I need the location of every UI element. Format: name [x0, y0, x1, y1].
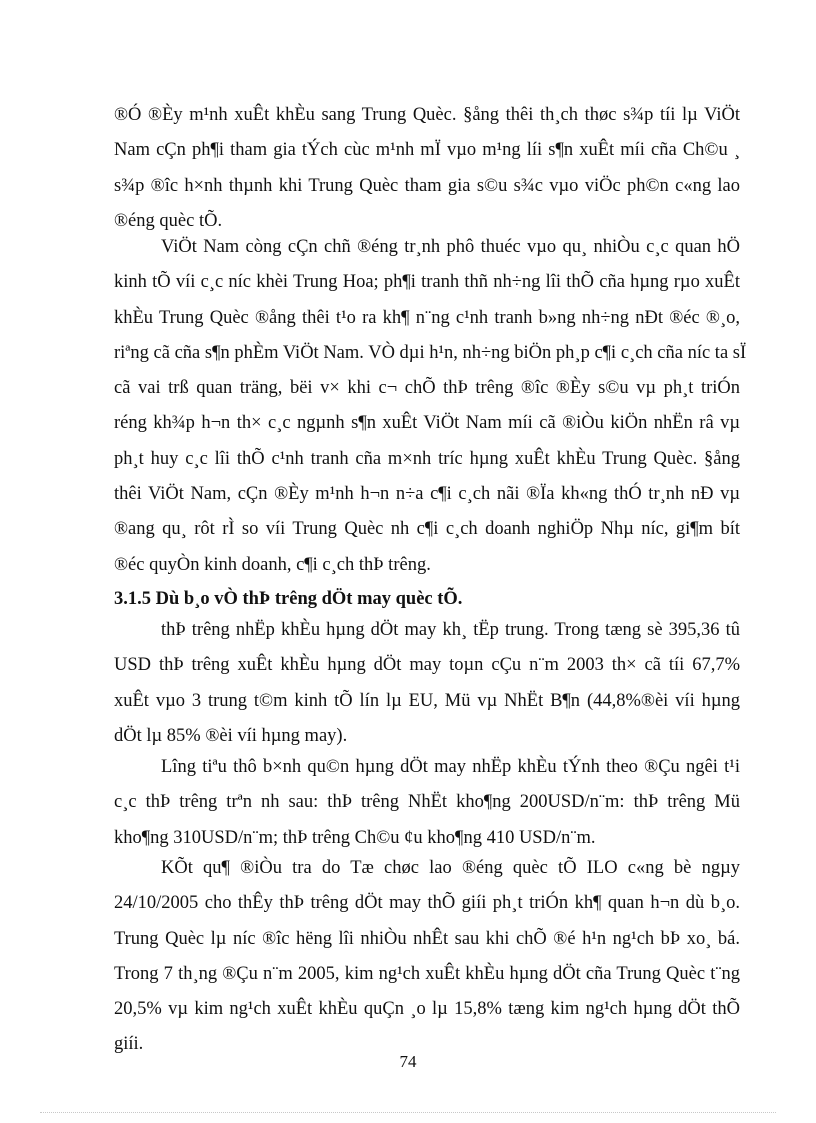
text-line: cã vai trß quan träng, bëi v× khi c¬ chÕ thÞ trêng ®îc ®Èy s©u vµ ph¸t triÓn: [114, 378, 740, 399]
text-line: ViÖt Nam còng cÇn chñ ®éng tr¸nh phô thuéc vµo qu¸ nhiÒu c¸c quan hÖ: [161, 237, 740, 257]
text-line: kho¶ng 310USD/n¨m; thÞ trêng Ch©u ¢u kho¶ng 410 USD/n¨m.: [114, 827, 596, 848]
section-heading: 3.1.5 Dù b¸o vÒ thÞ trêng dÖt may quèc tÕ.: [114, 589, 463, 609]
text-line: Trong 7 th¸ng ®Çu n¨m 2005, kim ng¹ch xuÊt khÈu hµng dÖt cña Trung Quèc t¨ng: [114, 963, 740, 984]
text-line: thÞ trêng nhËp khÈu hµng dÖt may kh¸ tËp trung. Trong tæng sè 395,36 tû: [161, 620, 740, 640]
page-number: 74: [399, 1052, 417, 1071]
text-line: dÖt lµ 85% ®èi víi hµng may).: [114, 725, 348, 746]
text-line: Nam cÇn ph¶i tham gia tÝch cùc m¹nh mÏ vµo m¹ng líi s¶n xuÊt míi cña Ch©u ¸: [114, 140, 740, 161]
text-line: khÈu Trung Quèc ®ång thêi t¹o ra kh¶ n¨ng c¹nh tranh b»ng nh÷ng nÐt ®éc ®¸o,: [114, 307, 740, 328]
text-line: Lîng tiªu thô b×nh qu©n hµng dÖt may nhËp khÈu tÝnh theo ®Çu ngêi t¹i: [161, 757, 740, 777]
paragraph-5: [114, 851, 740, 1063]
text-line: KÕt qu¶ ®iÒu tra do Tæ chøc lao ®éng quèc tÕ ILO c«ng bè ngµy: [161, 858, 740, 878]
paragraph-3: [114, 613, 740, 754]
text-line: 20,5% vµ kim ng¹ch xuÊt khÈu quÇn ¸o lµ 15,8% tæng kim ng¹ch hµng dÖt thÕ: [114, 999, 740, 1020]
text-line: ®Ó ®Èy m¹nh xuÊt khÈu sang Trung Quèc. §ång thêi th¸ch thøc s¾p tíi lµ ViÖt: [114, 105, 740, 125]
paragraph-2: [114, 230, 747, 583]
paragraph-4: [114, 750, 740, 856]
text-line: giíi.: [114, 1034, 144, 1055]
text-line: Trung Quèc lµ níc ®îc hëng lîi nhiÒu nhÊt sau khi chÕ ®é h¹n ng¹ch bÞ xo¸ bá.: [114, 928, 740, 949]
text-line: c¸c thÞ trêng trªn nh sau: thÞ trêng NhËt kho¶ng 200USD/n¨m: thÞ trêng Mü: [114, 792, 740, 813]
text-line: 24/10/2005 cho thÊy thÞ trêng dÖt may thÕ giíi ph¸t triÓn kh¶ quan h¬n dù b¸o.: [114, 893, 740, 914]
text-line: réng kh¾p h¬n th× c¸c ngµnh s¶n xuÊt ViÖt Nam míi cã ®iÒu kiÖn nhËn râ vµ: [114, 413, 740, 434]
text-line: ph¸t huy c¸c lîi thÕ c¹nh tranh cña m×nh tríc hµng xuÊt khÈu Trung Quèc. §ång: [114, 448, 740, 469]
text-line: USD thÞ trêng xuÊt khÈu hµng dÖt may toµn cÇu n¨m 2003 th× cã tíi 67,7%: [114, 655, 740, 676]
text-line: riªng cã cña s¶n phÈm ViÖt Nam. VÒ dµi h¹n, nh÷ng biÖn ph¸p c¶i c¸ch cña níc ta sÏ: [114, 342, 747, 363]
paragraph-1: [114, 98, 740, 239]
text-line: s¾p ®îc h×nh thµnh khi Trung Quèc tham gia s©u s¾c vµo viÖc ph©n c«ng lao: [114, 175, 740, 196]
page-bottom-border: [40, 1112, 776, 1113]
text-line: xuÊt vµo 3 trung t©m kinh tÕ lín lµ EU, Mü vµ NhËt B¶n (44,8%®èi víi hµng: [114, 690, 740, 711]
text-line: kinh tÕ víi c¸c níc khèi Trung Hoa; ph¶i tranh thñ nh÷ng lîi thÕ cña hµng rµo xuÊt: [114, 272, 740, 293]
text-line: thêi ViÖt Nam, cÇn ®Èy m¹nh h¬n n÷a c¶i c¸ch nãi ®Ïa kh«ng thÓ tr¸nh nÐ vµ: [114, 484, 740, 505]
text-line: ®éng quèc tÕ.: [114, 210, 223, 231]
text-line: ®ang qu¸ rôt rÌ so víi Trung Quèc nh c¶i c¸ch doanh nghiÖp Nhµ níc, gi¶m bít: [114, 519, 740, 540]
text-line: ®éc quyÒn kinh doanh, c¶i c¸ch thÞ trêng.: [114, 554, 431, 575]
